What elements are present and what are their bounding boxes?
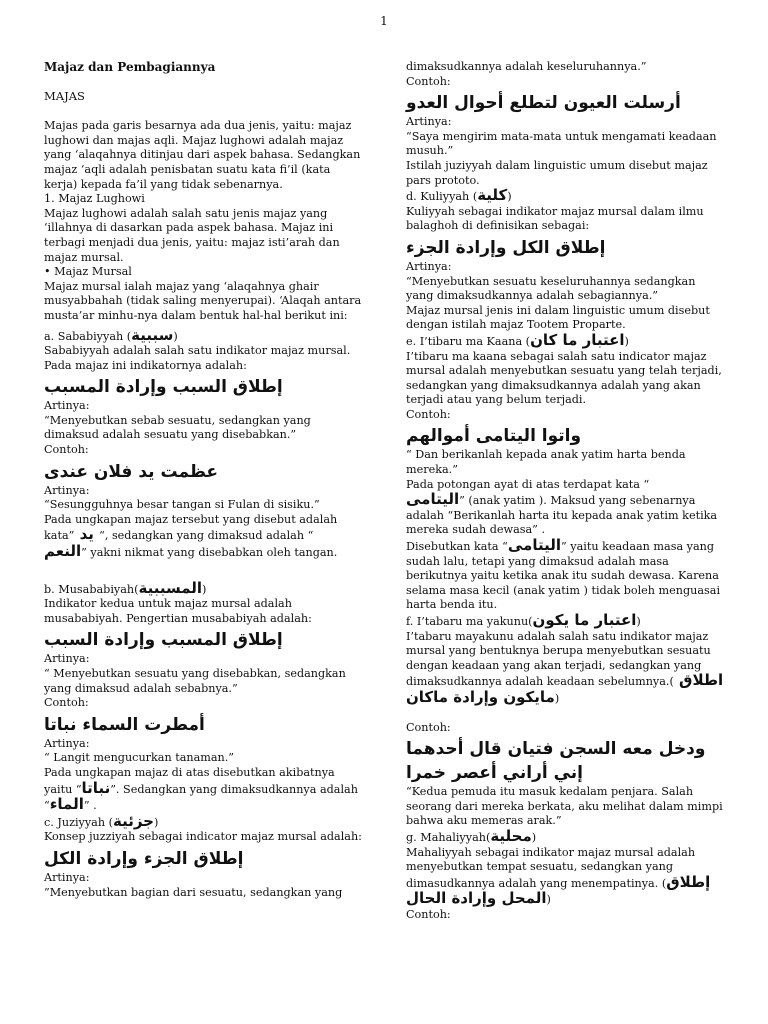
item-c-example-meaning: “Saya mengirim mata-mata untuk mengamati keadaan musuh.” [406, 129, 717, 158]
heading-majaz-mursal: • Majaz Mursal [44, 265, 132, 279]
artinya-label: Artinya: [44, 399, 90, 413]
contoh-label: Contoh: [44, 443, 89, 457]
item-e-explanation: Pada potongan ayat di atas terdapat kata “ اليتامى” (anak yatim ). Maksud yang sebenarnya adalah “Berikanlah harta itu kepada anak yatim ketika mereka sudah dewasa” . [406, 477, 718, 537]
item-f-text: I’tabaru mayakunu adalah salah satu indikator majaz mursal yang bentuknya berupa menyebutkan sesuatu dengan keadaan yang akan terjadi, sedangkan yang dimaksudkannya adalah keadaan sebelumnya.( اطلاق مايكون وإرادة ماكان) [406, 629, 724, 706]
item-a-text: Sababiyyah adalah salah satu indikator majaz mursal. Pada majaz ini indikatornya adalah: [44, 344, 351, 372]
item-f-rule-arabic: اطلاق مايكون وإرادة ماكان [406, 671, 724, 706]
left-column [44, 60, 362, 900]
item-f-example-meaning: “Kedua pemuda itu masuk kedalam penjara. Salah seorang dari mereka berkata, aku melihat dalam mimpi bahwa aku memeras arak.” [406, 785, 723, 828]
item-f-arabic: اعتبار ما يكون [532, 611, 637, 629]
item-e-example-meaning: “ Dan berikanlah kepada anak yatim harta benda mereka.” [406, 448, 686, 477]
artinya-label: Artinya: [406, 259, 452, 273]
item-b-example-meaning: “ Langit mengucurkan tanaman.” [44, 751, 235, 765]
item-g-heading: g. Mahaliyyah(محلية) [406, 826, 537, 845]
intro-paragraph: Majas pada garis besarnya ada dua jenis, yaitu: majaz lughowi dan majas aqli. Majaz lughowi adalah majaz yang ‘alaqahnya ditinjau dari aspek bahasa. Sedangkan majaz ‘aqli adalah penisbatan suatu kata fi’il (kata kerja) kepada fa’il yang tidak sebenarnya. [44, 119, 361, 191]
item-a-example-meaning: “Sesungguhnya besar tangan si Fulan di sisiku.” [44, 498, 320, 512]
item-c-arabic: جزئية [112, 811, 154, 830]
item-c-rule-arabic: إطلاق الجزء وإرادة الكل [44, 848, 244, 869]
artinya-label: Artinya: [44, 870, 90, 884]
item-f-example-arabic: ودخل معه السجن فتيان قال أحدهما إني أراني أعصر خمرا [406, 739, 706, 784]
item-d-note: Majaz mursal jenis ini dalam linguistic umum disebut dengan istilah majaz Tootem Proparte. [406, 303, 710, 332]
contoh-label: Contoh: [406, 720, 451, 734]
item-c-text: Konsep juzziyah sebagai indicator majaz mursal adalah: [44, 830, 362, 844]
contoh-label: Contoh: [44, 696, 89, 710]
item-d-meaning: “Menyebutkan sesuatu keseluruhannya sedangkan yang dimaksudkannya adalah sebagiannya.” [406, 274, 696, 303]
contoh-label: Contoh: [406, 74, 451, 88]
item-e-explanation-2: Disebutkan kata “اليتامى” yaitu keadaan masa yang sudah lalu, tetapi yang dimaksud adalah masa berikutnya yaitu ketika anak itu sudah dewasa. Karena selama masa kecil (anak yatim ) tidak boleh menguasai harta benda itu. [406, 536, 721, 612]
inline-arabic: نباتا [81, 778, 111, 797]
inline-arabic: اليتامى [507, 536, 561, 555]
item-b-meaning: “ Menyebutkan sesuatu yang disebabkan, sedangkan yang dimaksud adalah sebabnya.” [44, 667, 346, 695]
artinya-label: Artinya: [44, 483, 90, 497]
item-c-meaning-continued: dimaksudkannya adalah keseluruhannya.” [406, 60, 647, 73]
inline-arabic: يد [74, 525, 100, 544]
inline-arabic: الماء [49, 795, 84, 814]
artinya-label: Artinya: [44, 736, 90, 750]
item-d-text: Kuliyyah sebagai indikator majaz mursal dalam ilmu balaghoh di definisikan sebagai: [406, 204, 704, 233]
heading-majaz-lughowi: 1. Majaz Lughowi [44, 192, 145, 206]
item-e-heading: e. I’tibaru ma Kaana (اعتبار ما كان) [406, 330, 629, 349]
item-d-rule-arabic: إطلاق الكل وإرادة الجزء [406, 237, 606, 258]
item-a-rule-arabic: إطلاق السبب وإرادة المسبب [44, 377, 283, 398]
paragraph-majaz-mursal: Majaz mursal ialah majaz yang ‘alaqahnya ghair musyabbahah (tidak saling menyerupai). ‘Alaqah antara musta’ar minhu-nya dalam bentuk hal-hal berikut ini: [44, 279, 362, 322]
item-a-meaning: “Menyebutkan sebab sesuatu, sedangkan yang dimaksud adalah sesuatu yang disebabkan.” [44, 413, 311, 442]
page-number: 1 [380, 14, 388, 28]
item-b-heading: b. Musababiyah(المسببية) [44, 578, 207, 597]
item-e-example-arabic: واتوا اليتامى أموالهم [406, 426, 582, 447]
item-g-arabic: محلية [490, 826, 532, 845]
item-b-arabic: المسببية [138, 578, 203, 597]
item-e-text: I’tibaru ma kaana sebagai salah satu indicator majaz mursal adalah menyebutkan sesuatu yang telah terjadi, sedangkan yang dimaksudkannya adalah yang akan terjadi atau yang belum terjadi. [406, 349, 722, 407]
item-f-heading: f. I’tabaru ma yakunu(اعتبار ما يكون) [406, 611, 641, 629]
item-g-text: Mahaliyyah sebagai indikator majaz mursal adalah menyebutkan tempat sesuatu, sedangkan yang dimasudkannya adalah yang menempatinya. (إطلاق المحل وإرادة الحال) [406, 845, 711, 908]
item-b-example-arabic: أمطرت السماء نباتا [44, 714, 205, 735]
contoh-label: Contoh: [406, 407, 451, 421]
inline-arabic: النعم [44, 542, 82, 561]
document-title: Majaz dan Pembagiannya [44, 60, 216, 74]
item-d-arabic: كلية [477, 186, 508, 205]
artinya-label: Artinya: [406, 115, 452, 129]
item-a-explanation: Pada ungkapan majaz tersebut yang disebut adalah kata” يد “, sedangkan yang dimaksud adalah “ النعم” yakni nikmat yang disebabkan oleh tangan. [44, 512, 338, 561]
contoh-label: Contoh: [406, 907, 451, 921]
inline-arabic: اليتامى [406, 490, 460, 509]
item-a-arabic: سببية [131, 325, 174, 344]
item-g-rule-arabic: إطلاق المحل وإرادة الحال [406, 872, 711, 908]
item-c-example-arabic: أرسلت العيون لتطلع أحوال العدو [406, 93, 681, 114]
item-e-arabic: اعتبار ما كان [530, 330, 625, 349]
paragraph-majaz-lughowi: Majaz lughowi adalah salah satu jenis majaz yang ‘illahnya di dasarkan pada aspek bahasa. Majaz ini terbagi menjadi dua jenis, yaitu: majaz isti’arah dan majaz mursal. [44, 206, 340, 264]
right-column [406, 60, 724, 923]
item-b-explanation: Pada ungkapan majaz di atas disebutkan akibatnya yaitu “نباتا”. Sedangkan yang dimaksudkannya adalah “الماء” . [44, 765, 358, 814]
item-a-heading: a. Sababiyyah (سببية) [44, 325, 178, 344]
item-c-meaning: ”Menyebutkan bagian dari sesuatu, sedangkan yang [44, 885, 343, 899]
item-b-rule-arabic: إطلاق المسبب وإرادة السبب [44, 630, 283, 651]
item-c-heading: c. Juziyyah (جزئية) [44, 811, 159, 830]
item-c-note: Istilah juziyyah dalam linguistic umum disebut majaz pars prototo. [406, 158, 708, 187]
item-b-text: Indikator kedua untuk majaz mursal adalah musababiyah. Pengertian musababiyah adalah: [44, 597, 312, 625]
section-heading-majas: MAJAS [44, 88, 85, 103]
item-d-heading: d. Kuliyyah (كلية) [406, 186, 512, 205]
item-a-example-arabic: عظمت يد فلان عندى [44, 461, 219, 482]
artinya-label: Artinya: [44, 652, 90, 666]
